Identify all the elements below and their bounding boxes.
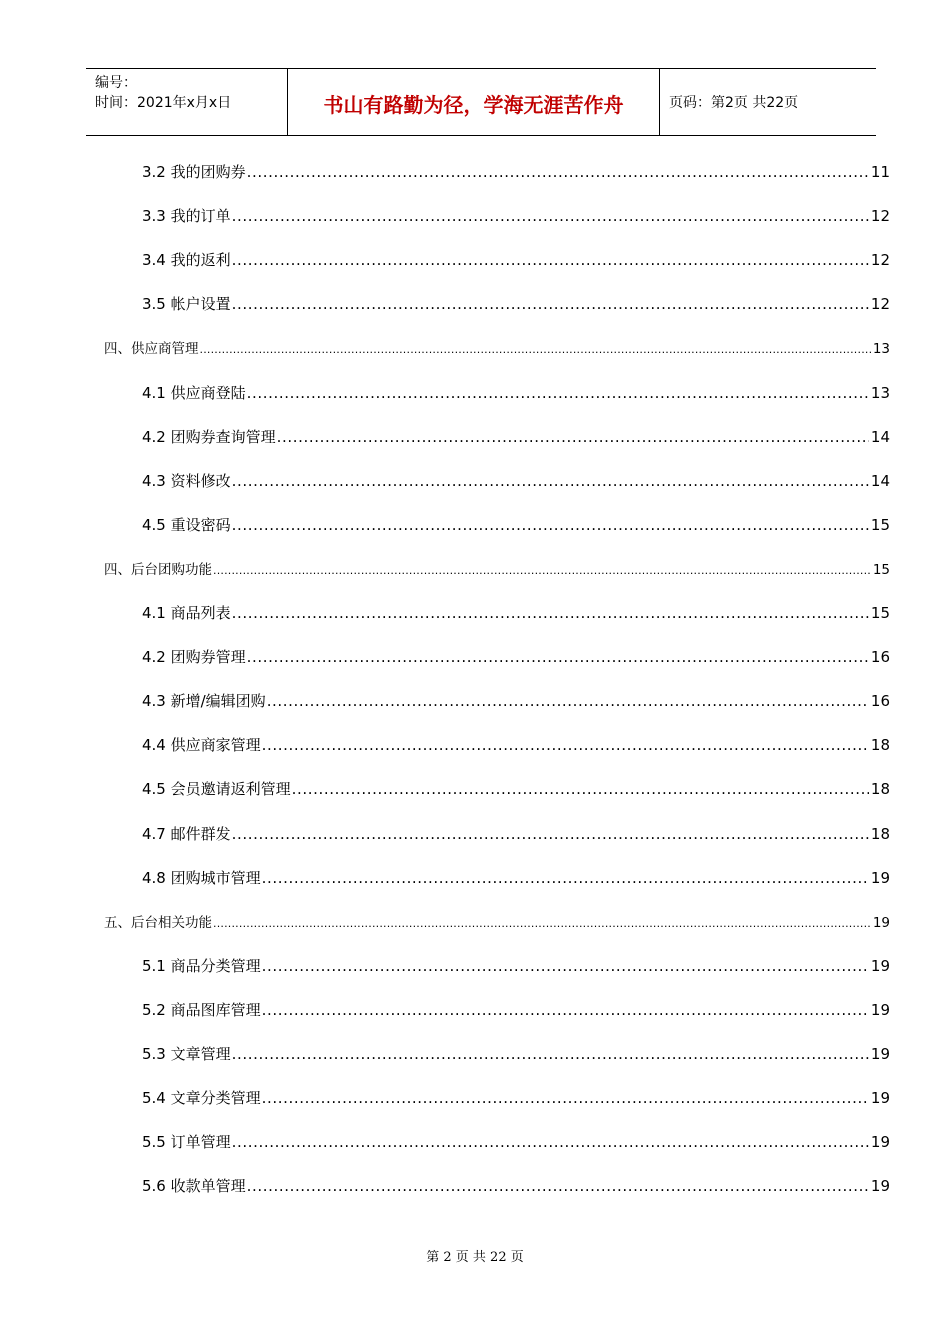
toc-leader-dots — [232, 295, 869, 313]
toc-entry[interactable] — [142, 734, 890, 755]
toc-entry-label: 4.1 商品列表 — [142, 604, 231, 622]
toc-entry-label: 4.4 供应商家管理 — [142, 736, 261, 755]
toc-entry-label: 4.1 供应商登陆 — [142, 383, 246, 402]
toc-entry-label: 五、后台相关功能 — [104, 914, 212, 931]
toc-entry-label: 4.5 重设密码 — [142, 515, 231, 534]
toc-entry-page: 16 — [870, 692, 890, 711]
toc-entry-page: 19 — [870, 1133, 890, 1152]
toc-leader-dots — [277, 428, 869, 446]
toc-entry[interactable] — [142, 249, 890, 270]
toc-entry-page: 19 — [872, 914, 890, 931]
toc-entry-page: 15 — [870, 515, 890, 534]
toc-leader-dots — [267, 692, 869, 710]
toc-entry-label: 四、供应商管理 — [104, 341, 199, 358]
toc-leader-dots — [262, 736, 869, 754]
toc-entry-label: 5.4 文章分类管理 — [142, 1089, 261, 1108]
toc-chapter-entry[interactable] — [104, 911, 890, 931]
toc-entry-label: 5.2 商品图库管理 — [142, 1000, 261, 1019]
toc-entry-label: 5.1 商品分类管理 — [142, 956, 261, 975]
toc-leader-dots — [247, 1177, 869, 1195]
toc-entry-label: 4.7 邮件群发 — [142, 824, 231, 843]
toc-leader-dots — [232, 251, 869, 269]
toc-chapter-entry[interactable] — [104, 337, 890, 357]
toc-entry-page: 14 — [870, 471, 890, 490]
toc-entry-label: 3.3 我的订单 — [142, 207, 231, 226]
toc-leader-dots — [262, 1001, 869, 1019]
toc-entry-page: 19 — [870, 1045, 890, 1063]
toc-entry-page: 14 — [870, 427, 890, 446]
toc-leader-dots — [232, 1045, 869, 1063]
header-motto: 书山有路勤为径，学海无涯苦作舟 — [287, 69, 660, 135]
toc-leader-dots — [247, 384, 869, 402]
toc-leader-dots — [232, 1133, 869, 1151]
toc-entry[interactable] — [142, 690, 890, 711]
toc-entry[interactable] — [142, 602, 890, 623]
toc-entry-label: 4.3 新增/编辑团购 — [142, 692, 266, 711]
toc-entry-page: 13 — [870, 383, 890, 402]
toc-entry[interactable] — [142, 293, 890, 314]
toc-entry-page: 19 — [870, 1000, 890, 1019]
toc-entry[interactable] — [142, 999, 890, 1020]
toc-entry-label: 5.5 订单管理 — [142, 1133, 231, 1152]
toc-entry-page: 12 — [870, 251, 890, 270]
toc-entry-label: 4.2 团购券管理 — [142, 648, 246, 667]
toc-entry-label: 四、后台团购功能 — [104, 561, 212, 578]
toc-leader-dots — [247, 163, 869, 181]
toc-entry-page: 13 — [872, 341, 890, 358]
header-page-label: 页码：第2页 共22页 — [669, 95, 799, 111]
toc-entry[interactable] — [142, 867, 890, 888]
toc-leader-dots — [232, 604, 869, 622]
toc-leader-dots — [232, 516, 869, 534]
page-footer: 第 2 页 共 22 页 — [426, 1250, 524, 1265]
toc-entry[interactable] — [142, 382, 890, 403]
toc-leader-dots — [213, 915, 871, 931]
toc-entry[interactable] — [142, 1131, 890, 1152]
toc-entry-page: 12 — [870, 295, 890, 314]
toc-leader-dots — [262, 1089, 869, 1107]
toc-chapter-entry[interactable] — [104, 558, 890, 578]
toc-entry[interactable] — [142, 470, 890, 491]
toc-entry-page: 18 — [870, 736, 890, 755]
toc-entry-label: 4.3 资料修改 — [142, 471, 231, 490]
serial-label: 编号： — [95, 75, 137, 91]
toc-leader-dots — [262, 957, 869, 975]
toc-entry-label: 4.2 团购券查询管理 — [142, 427, 276, 446]
toc-entry[interactable] — [142, 1175, 890, 1196]
toc-leader-dots — [232, 472, 869, 490]
toc-entry-page: 19 — [870, 1089, 890, 1108]
toc-entry-page: 18 — [870, 824, 890, 843]
toc-entry-label: 4.5 会员邀请返利管理 — [142, 780, 291, 799]
toc-leader-dots — [232, 207, 869, 225]
toc-leader-dots — [200, 341, 871, 357]
toc-entry-label: 3.5 帐户设置 — [142, 295, 231, 314]
toc-leader-dots — [262, 869, 869, 887]
toc-entry[interactable] — [142, 646, 890, 667]
toc-entry-page: 18 — [870, 780, 890, 799]
toc-entry-page: 19 — [870, 868, 890, 887]
toc-entry-label: 3.2 我的团购券 — [142, 163, 246, 181]
toc-entry-page: 12 — [870, 207, 890, 226]
toc-entry[interactable] — [142, 823, 890, 844]
toc-leader-dots — [232, 825, 869, 843]
toc-entry[interactable] — [142, 161, 890, 182]
toc-entry-label: 5.6 收款单管理 — [142, 1177, 246, 1196]
toc-entry[interactable] — [142, 205, 890, 226]
toc-entry-page: 11 — [870, 163, 890, 181]
toc-entry-label: 4.8 团购城市管理 — [142, 868, 261, 887]
toc-entry-label: 5.3 文章管理 — [142, 1045, 231, 1063]
toc-entry-page: 15 — [870, 604, 890, 622]
toc-entry-label: 3.4 我的返利 — [142, 251, 231, 270]
time-label: 时间：2021年x月x日 — [95, 95, 232, 111]
toc-entry[interactable] — [142, 1087, 890, 1108]
toc-entry[interactable] — [142, 955, 890, 976]
toc-entry[interactable] — [142, 1043, 890, 1064]
toc-entry-page: 19 — [870, 1177, 890, 1196]
toc-leader-dots — [213, 562, 871, 578]
toc-entry[interactable] — [142, 778, 890, 799]
toc-entry-page: 15 — [872, 561, 890, 578]
toc-entry[interactable] — [142, 514, 890, 535]
toc-entry-page: 19 — [870, 956, 890, 975]
toc-entry-page: 16 — [870, 648, 890, 667]
toc-leader-dots — [292, 780, 869, 798]
toc-leader-dots — [247, 648, 869, 666]
toc-entry[interactable] — [142, 426, 890, 447]
